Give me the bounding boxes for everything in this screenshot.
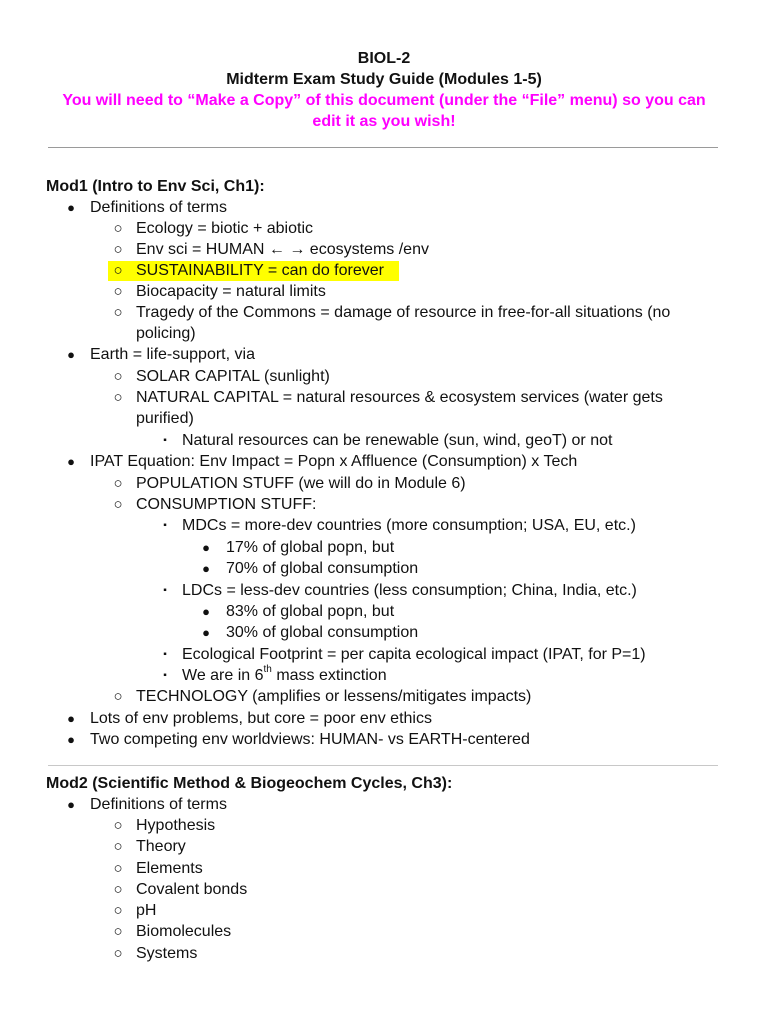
mod2-definitions-label: Definitions of terms (90, 796, 227, 813)
bullet-icon: ● (202, 625, 210, 640)
circle-bullet-icon: ○ (113, 283, 123, 300)
bullet-icon: ● (202, 540, 210, 555)
ecological-footprint: Ecological Footprint = per capita ecological impact (IPAT, for P=1) (182, 646, 646, 663)
env-worldviews: Two competing env worldviews: HUMAN- vs EARTH-centered (90, 731, 530, 748)
circle-bullet-icon: ○ (113, 688, 123, 705)
circle-bullet-icon: ○ (113, 838, 123, 855)
square-bullet-icon: ▪ (163, 670, 167, 681)
circle-bullet-icon: ○ (113, 902, 123, 919)
mod1-definitions-label: Definitions of terms (90, 199, 227, 216)
term-hypothesis: Hypothesis (136, 817, 216, 834)
tragedy-definition-line-2: policing) (136, 325, 196, 342)
biocapacity-definition: Biocapacity = natural limits (136, 283, 326, 300)
mod2-title: Mod2 (Scientific Method & Biogeochem Cycles, Ch3): (46, 775, 453, 792)
envsci-definition: Env sci = HUMAN ← → ecosystems /env (136, 241, 429, 258)
circle-bullet-icon: ○ (113, 923, 123, 940)
mod1-title: Mod1 (Intro to Env Sci, Ch1): (46, 178, 265, 195)
circle-bullet-icon: ○ (113, 945, 123, 962)
consumption-stuff: CONSUMPTION STUFF: (136, 496, 317, 513)
bullet-icon: ● (67, 347, 75, 362)
term-biomolecules: Biomolecules (136, 923, 232, 940)
bullet-icon: ● (67, 797, 75, 812)
ecology-definition: Ecology = biotic + abiotic (136, 220, 313, 237)
square-bullet-icon: ▪ (163, 585, 167, 596)
circle-bullet-icon: ○ (113, 817, 123, 834)
circle-bullet-icon: ○ (113, 262, 123, 279)
circle-bullet-icon: ○ (113, 241, 123, 258)
mdc-consumption-share: 70% of global consumption (226, 560, 419, 577)
renewable-resources: Natural resources can be renewable (sun, wind, geoT) or not (182, 432, 613, 449)
mass-extinction (182, 665, 387, 686)
bullet-icon: ● (202, 561, 210, 576)
document-title: Midterm Exam Study Guide (Modules 1-5) (226, 71, 542, 88)
mdcs-definition: MDCs = more-dev countries (more consumption; USA, EU, etc.) (182, 517, 636, 534)
mass-extinction-post: mass extinction (271, 667, 387, 684)
term-covalent-bonds: Covalent bonds (136, 881, 248, 898)
ldc-popn-share: 83% of global popn, but (226, 603, 395, 620)
ldc-consumption-share: 30% of global consumption (226, 624, 419, 641)
sustainability-definition: SUSTAINABILITY = can do forever (136, 262, 384, 279)
superscript-th: th (263, 663, 272, 675)
bullet-icon: ● (202, 604, 210, 619)
square-bullet-icon: ▪ (163, 435, 167, 446)
env-ethics: Lots of env problems, but core = poor env ethics (90, 710, 432, 727)
ldcs-definition: LDCs = less-dev countries (less consumption; China, India, etc.) (182, 582, 637, 599)
mdc-popn-share: 17% of global popn, but (226, 539, 395, 556)
circle-bullet-icon: ○ (113, 475, 123, 492)
technology: TECHNOLOGY (amplifies or lessens/mitigates impacts) (136, 688, 532, 705)
circle-bullet-icon: ○ (113, 220, 123, 237)
bullet-icon: ● (67, 732, 75, 747)
earth-life-support: Earth = life-support, via (90, 346, 255, 363)
circle-bullet-icon: ○ (113, 881, 123, 898)
tragedy-definition-line-1: Tragedy of the Commons = damage of resource in free-for-all situations (no (136, 304, 671, 321)
copy-instruction-line-2: edit it as you wish! (312, 113, 456, 130)
natural-capital-line-2: purified) (136, 410, 194, 427)
term-theory: Theory (136, 838, 186, 855)
ipat-equation: IPAT Equation: Env Impact = Popn x Affluence (Consumption) x Tech (90, 453, 578, 470)
copy-instruction-line-1: You will need to “Make a Copy” of this document (under the “File” menu) so you can (62, 92, 706, 109)
term-elements: Elements (136, 860, 203, 877)
square-bullet-icon: ▪ (163, 649, 167, 660)
document-header (0, 48, 768, 132)
solar-capital: SOLAR CAPITAL (sunlight) (136, 368, 330, 385)
circle-bullet-icon: ○ (113, 860, 123, 877)
square-bullet-icon: ▪ (163, 520, 167, 531)
natural-capital-line-1: NATURAL CAPITAL = natural resources & ecosystem services (water gets (136, 389, 663, 406)
circle-bullet-icon: ○ (113, 304, 123, 321)
bullet-icon: ● (67, 200, 75, 215)
circle-bullet-icon: ○ (113, 389, 123, 406)
mass-extinction-pre: We are in 6 (182, 667, 264, 684)
population-stuff: POPULATION STUFF (we will do in Module 6) (136, 475, 466, 492)
term-ph: pH (136, 902, 157, 919)
circle-bullet-icon: ○ (113, 368, 123, 385)
bullet-icon: ● (67, 454, 75, 469)
course-code: BIOL-2 (357, 50, 411, 67)
bullet-icon: ● (67, 711, 75, 726)
circle-bullet-icon: ○ (113, 496, 123, 513)
term-systems: Systems (136, 945, 198, 962)
section-divider (48, 765, 718, 766)
header-divider (48, 147, 718, 148)
